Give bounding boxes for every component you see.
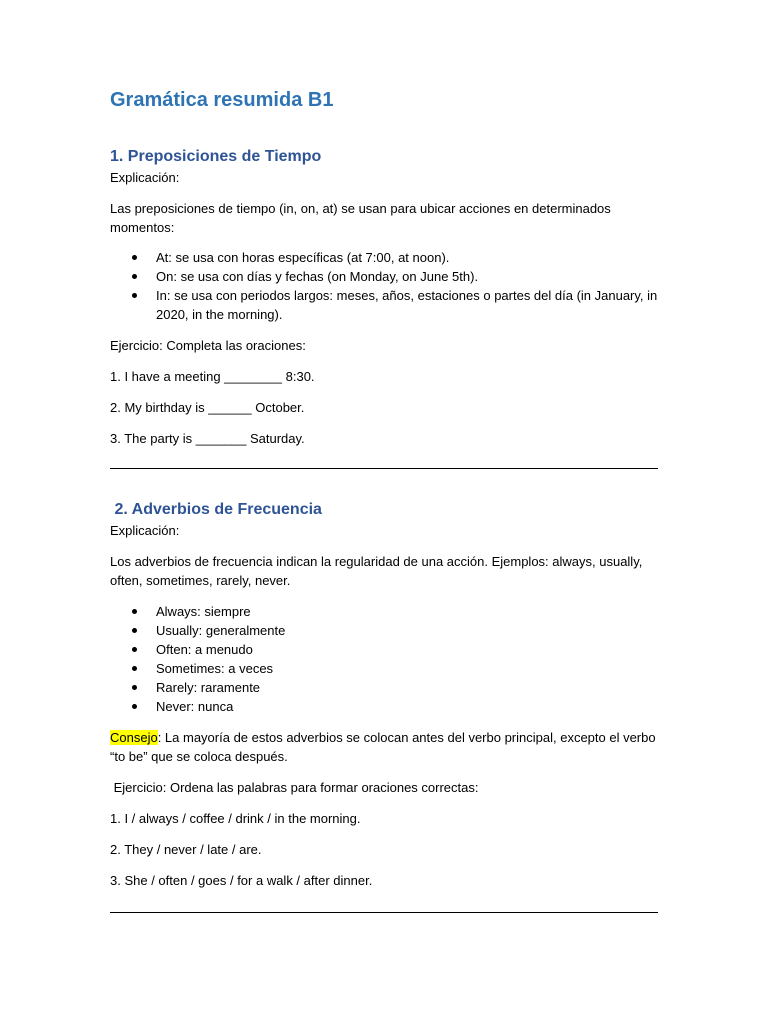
section-2-intro: Los adverbios de frecuencia indican la regularidad de una acción. Ejemplos: always, usually, often, sometimes, rarely, never.: [110, 554, 643, 588]
section-1-exercise-label: Ejercicio: Completa las oraciones:: [110, 338, 306, 353]
bullet-icon: [132, 704, 137, 709]
section-1-bullet-list: [110, 248, 658, 324]
section-2-explanation-label: Explicación:: [110, 523, 180, 538]
bullet-icon: [132, 255, 137, 260]
list-item: At: se usa con horas específicas (at 7:00, at noon).: [110, 248, 658, 267]
list-item: Often: a menudo: [110, 640, 658, 659]
tip-text: : La mayoría de estos adverbios se colocan antes del verbo principal, excepto el verbo “to be” que se coloca después.: [110, 730, 656, 764]
list-item: Sometimes: a veces: [110, 659, 658, 678]
section-1-heading: 1. Preposiciones de Tiempo: [110, 148, 322, 165]
section-2-bullet-list: [110, 602, 658, 716]
bullet-icon: [132, 628, 137, 633]
list-item: Usually: generalmente: [110, 621, 658, 640]
bullet-icon: [132, 685, 137, 690]
section-divider: [110, 912, 658, 913]
bullet-icon: [132, 647, 137, 652]
bullet-icon: [132, 609, 137, 614]
section-2-exercise-3: 3. She / often / goes / for a walk / after dinner.: [110, 873, 373, 888]
section-1-explanation-label: Explicación:: [110, 170, 180, 185]
section-2-tip: [110, 728, 658, 766]
list-item: Rarely: raramente: [110, 678, 658, 697]
list-item: Always: siempre: [110, 602, 658, 621]
list-item: Never: nunca: [110, 697, 658, 716]
bullet-icon: [132, 666, 137, 671]
section-2-exercise-2: 2. They / never / late / are.: [110, 842, 262, 857]
section-2-exercise-label: Ejercicio: Ordena las palabras para formar oraciones correctas:: [110, 780, 479, 795]
document-page: [110, 86, 658, 913]
list-item: On: se usa con días y fechas (on Monday, on June 5th).: [110, 267, 658, 286]
section-1-intro: Las preposiciones de tiempo (in, on, at) se usan para ubicar acciones en determinados momentos:: [110, 201, 611, 235]
tip-label-highlight: Consejo: [110, 730, 158, 745]
document-title: Gramática resumida B1: [110, 89, 334, 111]
bullet-icon: [132, 274, 137, 279]
section-1-exercise-3: 3. The party is _______ Saturday.: [110, 431, 305, 446]
section-2-exercise-1: 1. I / always / coffee / drink / in the morning.: [110, 811, 361, 826]
section-1-exercise-1: 1. I have a meeting ________ 8:30.: [110, 369, 315, 384]
list-item: In: se usa con periodos largos: meses, años, estaciones o partes del día (in January, in 2020, in the morning).: [110, 286, 658, 324]
section-2-heading: 2. Adverbios de Frecuencia: [110, 501, 322, 518]
bullet-icon: [132, 293, 137, 298]
section-1-exercise-2: 2. My birthday is ______ October.: [110, 400, 305, 415]
